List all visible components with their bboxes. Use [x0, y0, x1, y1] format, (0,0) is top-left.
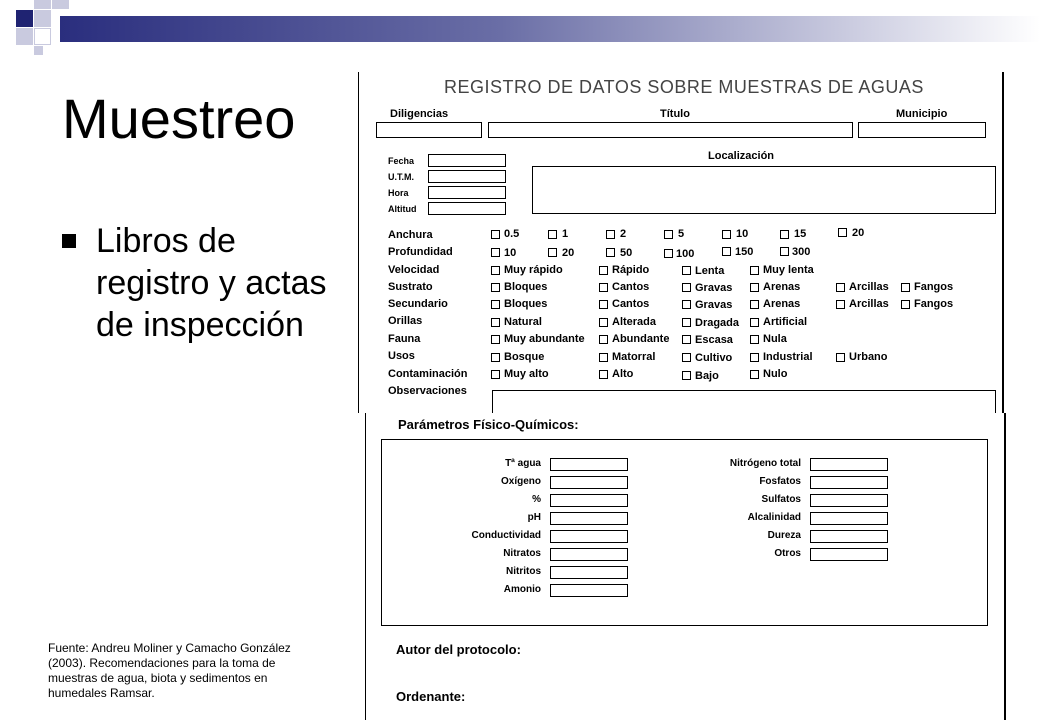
row-label-contaminacion: Contaminación [388, 368, 468, 380]
row-label-usos: Usos [388, 350, 415, 362]
option-label: 150 [735, 246, 754, 258]
option-label: Arcillas [849, 298, 889, 310]
checkbox-profundidad-4[interactable] [722, 247, 731, 256]
checkbox-contaminacion-2[interactable] [682, 371, 691, 380]
checkbox-profundidad-3[interactable] [664, 249, 673, 258]
option-label: Gravas [695, 282, 733, 294]
param-label: Dureza [767, 530, 801, 541]
param-field[interactable] [810, 494, 888, 507]
slide-title: Muestreo [62, 87, 296, 150]
option-label: Industrial [763, 351, 813, 363]
checkbox-profundidad-0[interactable] [491, 248, 500, 257]
param-label: Fosfatos [759, 476, 801, 487]
option-label: 15 [794, 228, 807, 240]
option-label: 20 [852, 227, 865, 239]
param-field[interactable] [810, 476, 888, 489]
checkbox-usos-3[interactable] [750, 353, 759, 362]
param-field[interactable] [550, 584, 628, 597]
row-label-observaciones: Observaciones [388, 385, 467, 397]
bullet-item [62, 220, 356, 346]
param-label: Amonio [503, 584, 541, 595]
option-label: 300 [792, 246, 811, 258]
checkbox-velocidad-2[interactable] [682, 266, 691, 275]
option-label: Cantos [612, 298, 650, 310]
option-label: Artificial [763, 316, 808, 328]
option-label: Natural [504, 316, 542, 328]
row-label-fauna: Fauna [388, 333, 421, 345]
checkbox-anchura-5[interactable] [780, 230, 789, 239]
checkbox-velocidad-0[interactable] [491, 266, 500, 275]
option-label: 2 [620, 228, 627, 240]
option-label: Arenas [763, 281, 801, 293]
param-field[interactable] [550, 494, 628, 507]
checkbox-secundario-5[interactable] [901, 300, 910, 309]
deco-square-3 [34, 0, 51, 9]
option-label: 5 [678, 228, 685, 240]
param-field[interactable] [550, 566, 628, 579]
param-label: Nitrógeno total [729, 458, 801, 469]
row-label-profundidad: Profundidad [388, 246, 453, 258]
label-altitud: Altitud [388, 204, 417, 214]
option-label: Matorral [612, 351, 656, 363]
option-label: Cantos [612, 281, 650, 293]
checkbox-orillas-0[interactable] [491, 318, 500, 327]
option-label: 20 [562, 247, 575, 259]
checkbox-sustrato-2[interactable] [682, 283, 691, 292]
deco-square-7 [34, 46, 43, 55]
checkbox-fauna-0[interactable] [491, 335, 500, 344]
option-label: 10 [736, 228, 749, 240]
option-label: Fangos [914, 281, 954, 293]
checkbox-contaminacion-0[interactable] [491, 370, 500, 379]
row-label-anchura: Anchura [388, 229, 433, 241]
param-label: Sulfatos [761, 494, 801, 505]
param-label: Oxígeno [500, 476, 541, 487]
param-field[interactable] [810, 512, 888, 525]
checkbox-secundario-0[interactable] [491, 300, 500, 309]
option-label: 50 [620, 247, 633, 259]
option-label: Bloques [504, 298, 548, 310]
checkbox-velocidad-1[interactable] [599, 266, 608, 275]
checkbox-sustrato-5[interactable] [901, 283, 910, 292]
form-register [358, 72, 1004, 413]
checkbox-secundario-3[interactable] [750, 300, 759, 309]
param-field[interactable] [550, 530, 628, 543]
option-label: 1 [562, 228, 569, 240]
checkbox-anchura-2[interactable] [606, 230, 615, 239]
option-label: Bajo [695, 370, 719, 382]
deco-square-4 [16, 28, 33, 45]
checkbox-velocidad-3[interactable] [750, 266, 759, 275]
source-citation: Fuente: Andreu Moliner y Camacho González (2003). Recomendaciones para la toma de muestras de agua, biota y sedimentos en humedales Ramsar. [48, 641, 291, 700]
checkbox-sustrato-1[interactable] [599, 283, 608, 292]
deco-square-1 [16, 10, 33, 27]
param-label: Otros [774, 548, 801, 559]
param-field[interactable] [810, 548, 888, 561]
field-altitud[interactable] [428, 202, 506, 215]
field-hora[interactable] [428, 186, 506, 199]
field-titulo[interactable] [488, 122, 853, 138]
option-label: Alterada [612, 316, 657, 328]
checkbox-sustrato-0[interactable] [491, 283, 500, 292]
option-label: Abundante [612, 333, 670, 345]
checkbox-orillas-1[interactable] [599, 318, 608, 327]
row-label-secundario: Secundario [388, 298, 448, 310]
checkbox-fauna-1[interactable] [599, 335, 608, 344]
ordenante-label: Ordenante: [396, 689, 466, 704]
checkbox-secundario-1[interactable] [599, 300, 608, 309]
label-diligencias: Diligencias [390, 108, 449, 120]
option-label: Gravas [695, 299, 733, 311]
param-label: Nitratos [503, 548, 541, 559]
option-label: Muy alto [504, 368, 549, 380]
label-titulo: Título [660, 108, 690, 120]
field-diligencias[interactable] [376, 122, 482, 138]
label-fecha: Fecha [388, 156, 415, 166]
param-label: pH [527, 512, 541, 523]
form-left-border [365, 413, 366, 720]
form-right-border [1002, 72, 1004, 413]
param-label: Alcalinidad [747, 512, 801, 523]
form-parameters [365, 413, 1006, 720]
option-label: Urbano [849, 351, 888, 363]
form-left-border [358, 72, 359, 413]
field-municipio[interactable] [858, 122, 986, 138]
label-localizacion: Localización [708, 150, 775, 162]
checkbox-orillas-2[interactable] [682, 318, 691, 327]
option-label: Rápido [612, 264, 650, 276]
deco-square-2 [34, 10, 51, 27]
row-label-velocidad: Velocidad [388, 264, 440, 276]
autor-label: Autor del protocolo: [396, 642, 521, 657]
field-utm[interactable] [428, 170, 506, 183]
option-label: Muy lenta [763, 264, 814, 276]
param-field[interactable] [550, 548, 628, 561]
checkbox-usos-2[interactable] [682, 353, 691, 362]
header-gradient-bar [60, 16, 1040, 42]
param-label: Conductividad [471, 530, 541, 541]
checkbox-profundidad-2[interactable] [606, 248, 615, 257]
checkbox-sustrato-4[interactable] [836, 283, 845, 292]
option-label: Arcillas [849, 281, 889, 293]
deco-square-5 [34, 28, 51, 45]
option-label: Nulo [763, 368, 788, 380]
parametros-title: Parámetros Físico-Químicos: [398, 417, 579, 432]
label-municipio: Municipio [896, 108, 948, 120]
checkbox-fauna-2[interactable] [682, 335, 691, 344]
option-label: Bloques [504, 281, 548, 293]
param-field[interactable] [550, 476, 628, 489]
option-label: Muy rápido [504, 264, 563, 276]
checkbox-anchura-4[interactable] [722, 230, 731, 239]
checkbox-anchura-0[interactable] [491, 230, 500, 239]
row-label-orillas: Orillas [388, 315, 423, 327]
option-label: Nula [763, 333, 787, 345]
option-label: Cultivo [695, 352, 733, 364]
param-field[interactable] [810, 458, 888, 471]
bullet-square-icon [62, 234, 76, 248]
label-hora: Hora [388, 188, 409, 198]
checkbox-anchura-6[interactable] [838, 228, 847, 237]
checkbox-secundario-2[interactable] [682, 300, 691, 309]
checkbox-orillas-3[interactable] [750, 318, 759, 327]
checkbox-sustrato-3[interactable] [750, 283, 759, 292]
param-label: Tª agua [505, 458, 541, 469]
option-label: 10 [504, 247, 517, 259]
param-field[interactable] [550, 512, 628, 525]
option-label: Muy abundante [504, 333, 585, 345]
checkbox-profundidad-5[interactable] [780, 247, 789, 256]
bullet-text: Libros de registro y actas de inspección [96, 222, 327, 344]
option-label: 0.5 [504, 228, 520, 240]
checkbox-contaminacion-1[interactable] [599, 370, 608, 379]
field-localizacion[interactable] [532, 166, 996, 214]
checkbox-contaminacion-3[interactable] [750, 370, 759, 379]
option-label: 100 [676, 248, 695, 260]
checkbox-anchura-1[interactable] [548, 230, 557, 239]
option-label: Escasa [695, 334, 733, 346]
checkbox-usos-0[interactable] [491, 353, 500, 362]
param-field[interactable] [810, 530, 888, 543]
option-label: Arenas [763, 298, 801, 310]
option-label: Alto [612, 368, 634, 380]
checkbox-anchura-3[interactable] [664, 230, 673, 239]
param-label: % [532, 494, 541, 505]
param-label: Nitritos [506, 566, 541, 577]
option-label: Lenta [695, 265, 725, 277]
form-right-border [1004, 413, 1006, 720]
checkbox-secundario-4[interactable] [836, 300, 845, 309]
field-fecha[interactable] [428, 154, 506, 167]
form-heading: REGISTRO DE DATOS SOBRE MUESTRAS DE AGUAS [444, 77, 924, 97]
label-utm: U.T.M. [388, 172, 414, 182]
option-label: Fangos [914, 298, 954, 310]
checkbox-fauna-3[interactable] [750, 335, 759, 344]
deco-square-6 [52, 0, 69, 9]
param-field[interactable] [550, 458, 628, 471]
option-label: Dragada [695, 317, 740, 329]
row-label-sustrato: Sustrato [388, 281, 433, 293]
checkbox-profundidad-1[interactable] [548, 248, 557, 257]
option-label: Bosque [504, 351, 545, 363]
checkbox-usos-1[interactable] [599, 353, 608, 362]
checkbox-usos-4[interactable] [836, 353, 845, 362]
